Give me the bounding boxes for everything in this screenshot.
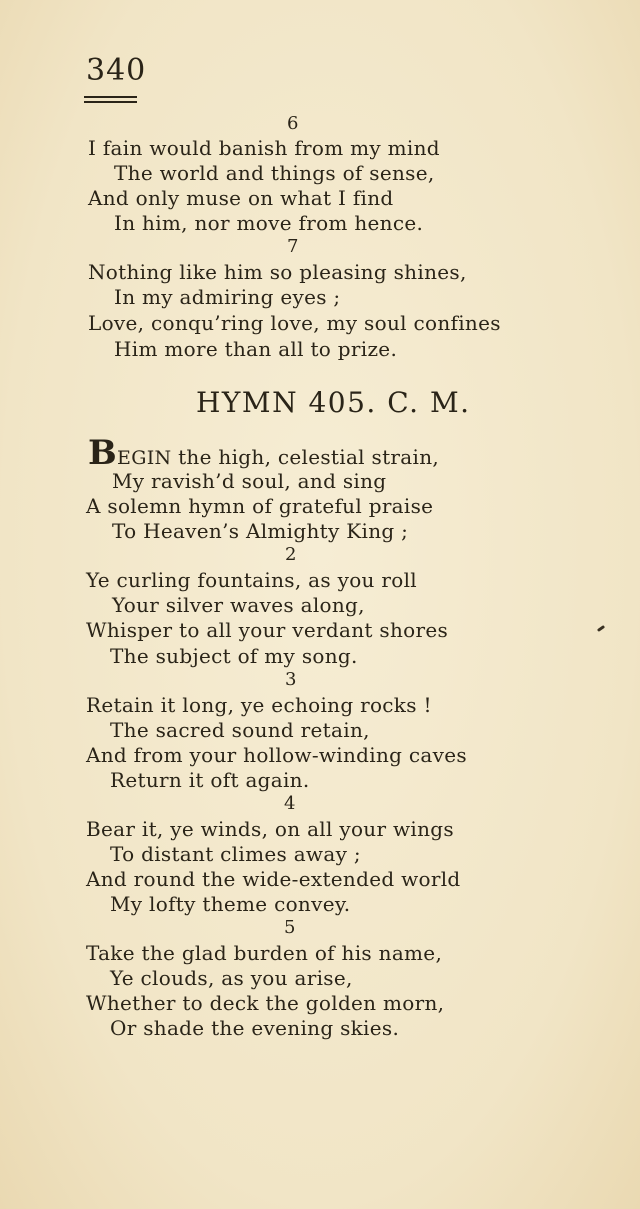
hymn-stanza-5-line-3: Whether to deck the golden morn, [86, 991, 445, 1015]
hymn-stanza-2-line-1: Ye curling fountains, as you roll [86, 568, 417, 592]
hymn-stanza-1-line-3: A solemn hymn of grateful praise [86, 494, 434, 518]
stanza-number-6: 6 [287, 113, 299, 134]
first-line-rest: the high, celestial strain, [171, 445, 440, 469]
hymn-stanza-3-line-2: The sacred sound retain, [110, 718, 370, 742]
hymn-stanza-2-line-4: The subject of my song. [110, 644, 358, 668]
header-rule-top [84, 96, 137, 98]
stanza-7-line-4: Him more than all to prize. [114, 337, 398, 361]
stanza-7-line-2: In my admiring eyes ; [114, 285, 341, 309]
stanza-6-line-4: In him, nor move from hence. [114, 211, 424, 235]
hymn-stanza-4-line-1: Bear it, ye winds, on all your wings [86, 817, 454, 841]
stanza-6-line-3: And only muse on what I find [88, 186, 394, 210]
hymn-stanza-1-line-1 [88, 433, 440, 473]
stanza-6-line-2: The world and things of sense, [114, 161, 435, 185]
hymn-stanza-number-3: 3 [285, 669, 297, 690]
page-number: 340 [86, 53, 147, 88]
hymn-stanza-4-line-2: To distant climes away ; [110, 842, 361, 866]
hymn-stanza-1-line-4: To Heaven’s Almighty King ; [112, 519, 409, 543]
hymn-stanza-number-4: 4 [284, 793, 296, 814]
header-rule-bottom [84, 101, 137, 103]
hymn-stanza-3-line-4: Return it oft again. [110, 768, 310, 792]
hymn-stanza-number-2: 2 [285, 544, 297, 565]
stanza-6-line-1: I fain would banish from my mind [88, 136, 440, 160]
hymn-stanza-3-line-1: Retain it long, ye echoing rocks ! [86, 693, 432, 717]
drop-cap: B [88, 433, 118, 473]
stanza-7-line-1: Nothing like him so pleasing shines, [88, 260, 467, 284]
stanza-7-line-3: Love, conqu’ring love, my soul confines [88, 311, 501, 335]
hymn-stanza-4-line-3: And round the wide-extended world [86, 867, 461, 891]
hymn-stanza-5-line-1: Take the glad burden of his name, [86, 941, 443, 965]
hymn-title: HYMN 405. C. M. [196, 386, 471, 419]
hymn-stanza-2-line-3: Whisper to all your verdant shores [86, 618, 449, 642]
hymn-stanza-1-line-2: My ravish’d soul, and sing [112, 469, 387, 493]
hymn-stanza-3-line-3: And from your hollow-winding caves [86, 743, 467, 767]
hymn-stanza-4-line-4: My lofty theme convey. [110, 892, 351, 916]
hymn-stanza-5-line-2: Ye clouds, as you arise, [110, 966, 353, 990]
hymn-stanza-number-5: 5 [284, 917, 296, 938]
hymn-stanza-2-line-2: Your silver waves along, [112, 593, 365, 617]
stanza-number-7: 7 [287, 236, 299, 257]
first-word-smallcaps: EGIN [117, 447, 172, 469]
ink-speck [597, 625, 605, 632]
hymn-stanza-5-line-4: Or shade the evening skies. [110, 1016, 400, 1040]
